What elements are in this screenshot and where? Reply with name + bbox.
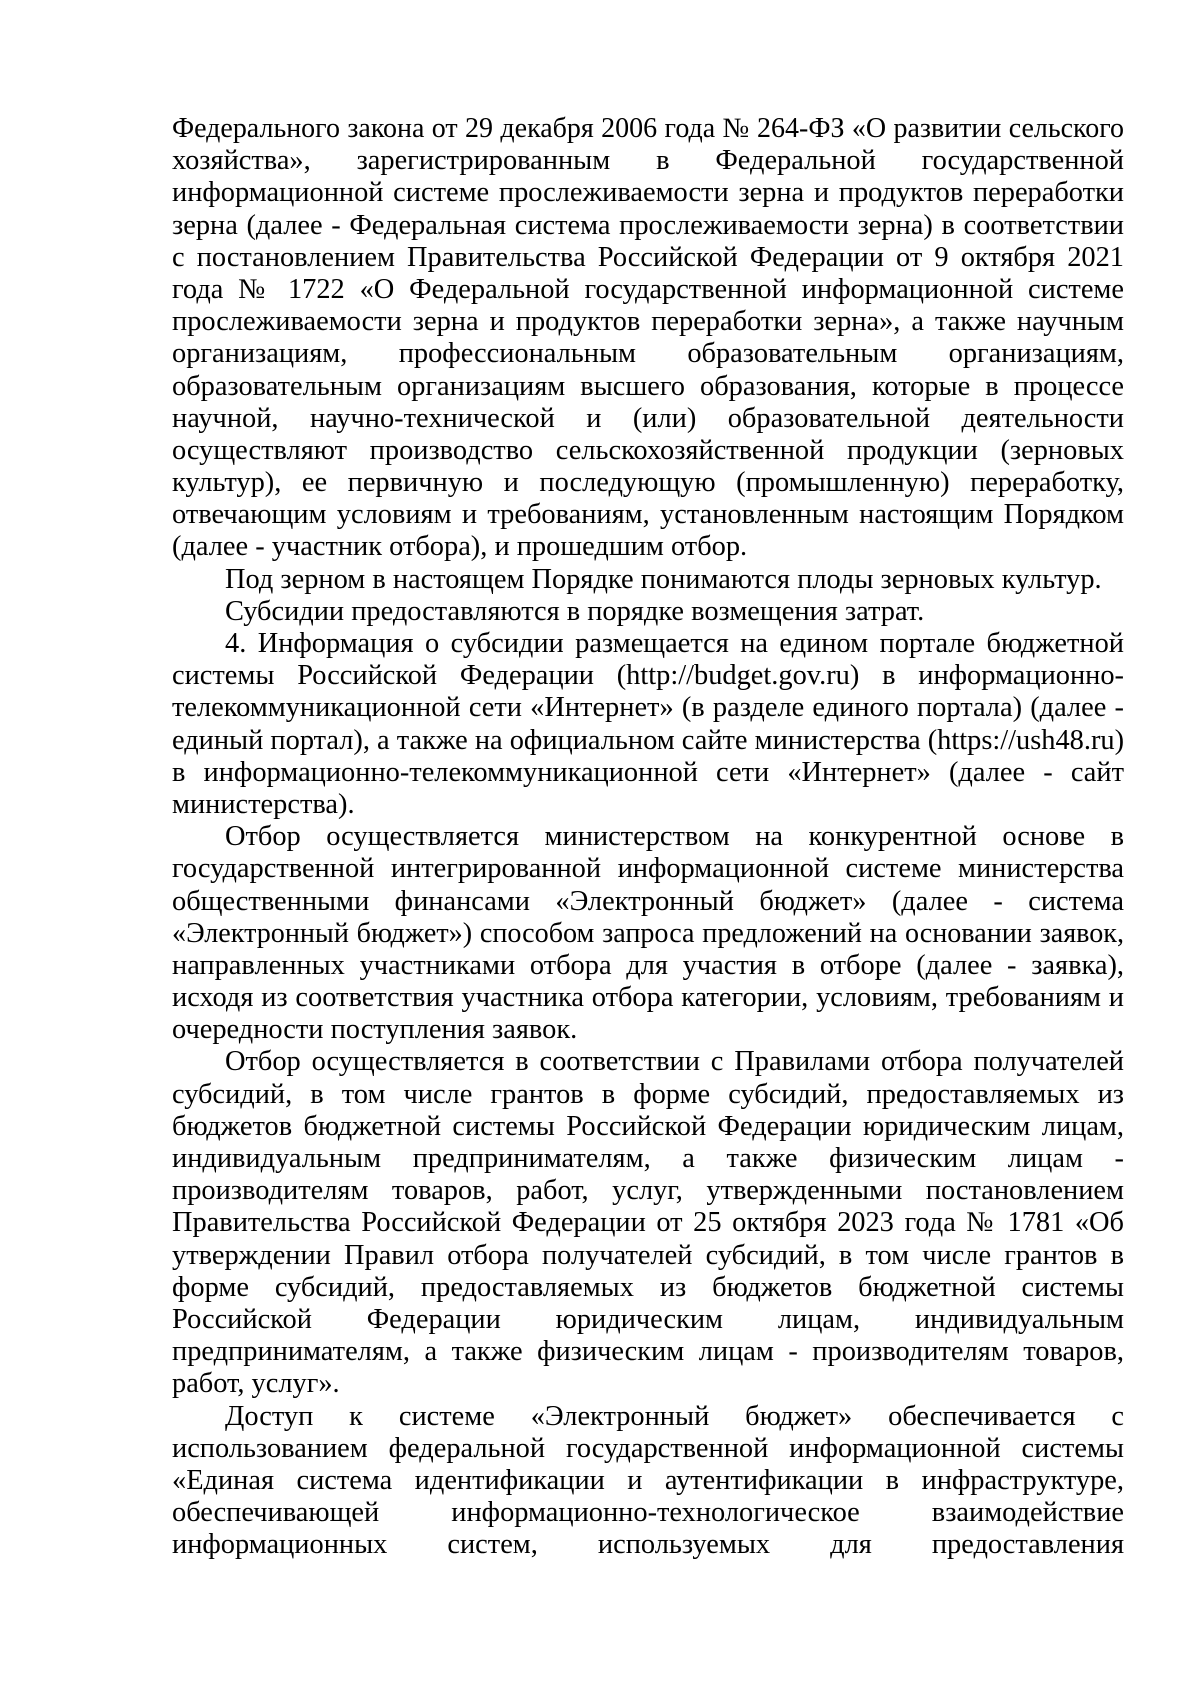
text-line: хозяйства», зарегистрированным в Федеральной государственной: [172, 145, 1124, 177]
text-line: образовательным организациям высшего образования, которые в процессе: [172, 370, 1124, 402]
text-line: форме субсидий, предоставляемых из бюджетов бюджетной системы: [172, 1271, 1124, 1303]
text-line: системы Российской Федерации (http://budget.gov.ru) в информационно-: [172, 660, 1124, 692]
text-line: отвечающим условиям и требованиям, установленным настоящим Порядком: [172, 499, 1124, 531]
text-line: субсидий, в том числе грантов в форме субсидий, предоставляемых из: [172, 1078, 1124, 1110]
text-line: направленных участниками отбора для участия в отборе (далее - заявка),: [172, 949, 1124, 981]
text-line: очередности поступления заявок.: [172, 1014, 578, 1046]
text-line: (далее - участник отбора), и прошедшим отбор.: [172, 531, 748, 563]
text-line: осуществляют производство сельскохозяйственной продукции (зерновых: [172, 434, 1124, 466]
text-line: с постановлением Правительства Российской Федерации от 9 октября 2021: [172, 241, 1124, 273]
text-line: информационной системе прослеживаемости зерна и продуктов переработки: [172, 177, 1124, 209]
text-line: утверждении Правил отбора получателей субсидий, в том числе грантов в: [172, 1239, 1124, 1271]
text-line: года № 1722 «О Федеральной государственной информационной системе: [172, 273, 1124, 305]
text-line: производителям товаров, работ, услуг, утвержденными постановлением: [172, 1175, 1124, 1207]
text-line: «Единая система идентификации и аутентификации в инфраструктуре,: [172, 1464, 1124, 1496]
text-line: Отбор осуществляется министерством на конкурентной основе в: [225, 821, 1124, 853]
text-line: работ, услуг».: [172, 1368, 340, 1400]
text-line: 4. Информация о субсидии размещается на едином портале бюджетной: [225, 628, 1124, 659]
text-line: Под зерном в настоящем Порядке понимаются плоды зерновых культур.: [225, 563, 1102, 595]
text-line: Доступ к системе «Электронный бюджет» обеспечивается с: [225, 1400, 1124, 1432]
text-line: обеспечивающей информационно-технологическое взаимодействие: [172, 1497, 1124, 1529]
text-line: предпринимателям, а также физическим лицам - производителям товаров,: [172, 1336, 1124, 1368]
text-line: Российской Федерации юридическим лицам, индивидуальным: [172, 1303, 1124, 1335]
text-line: прослеживаемости зерна и продуктов переработки зерна», а также научным: [172, 306, 1124, 338]
text-line: Субсидии предоставляются в порядке возмещения затрат.: [225, 595, 925, 627]
text-line: использованием федеральной государственной информационной системы: [172, 1432, 1124, 1464]
text-line: научной, научно-технической и (или) образовательной деятельности: [172, 402, 1124, 434]
text-line: телекоммуникационной сети «Интернет» (в разделе единого портала) (далее -: [172, 692, 1124, 724]
text-line: Федерального закона от 29 декабря 2006 года № 264-ФЗ «О развитии сельского: [172, 113, 1124, 144]
text-line: общественными финансами «Электронный бюджет» (далее - система: [172, 885, 1124, 917]
document-body: [172, 113, 1124, 1561]
text-line: «Электронный бюджет») способом запроса предложений на основании заявок,: [172, 917, 1124, 949]
text-line: единый портал), а также на официальном сайте министерства (https://ush48.ru): [172, 724, 1125, 756]
text-line: организациям, профессиональным образовательным организациям,: [172, 338, 1124, 370]
text-line: культур), ее первичную и последующую (промышленную) переработку,: [172, 467, 1124, 499]
text-line: исходя из соответствия участника отбора категории, условиям, требованиям и: [172, 982, 1124, 1014]
text-line: министерства).: [172, 788, 355, 820]
text-line: индивидуальным предпринимателям, а также физическим лицам -: [172, 1143, 1124, 1174]
text-line: государственной интегрированной информационной системе министерства: [172, 853, 1124, 885]
text-line: зерна (далее - Федеральная система прослеживаемости зерна) в соответствии: [172, 209, 1124, 241]
text-line: Правительства Российской Федерации от 25 октября 2023 года № 1781 «Об: [172, 1207, 1124, 1239]
text-line: в информационно-телекоммуникационной сети «Интернет» (далее - сайт: [172, 756, 1124, 788]
text-line: Отбор осуществляется в соответствии с Правилами отбора получателей: [225, 1046, 1124, 1078]
text-line: бюджетов бюджетной системы Российской Федерации юридическим лицам,: [172, 1110, 1124, 1142]
text-line: информационных систем, используемых для предоставления: [172, 1529, 1124, 1561]
